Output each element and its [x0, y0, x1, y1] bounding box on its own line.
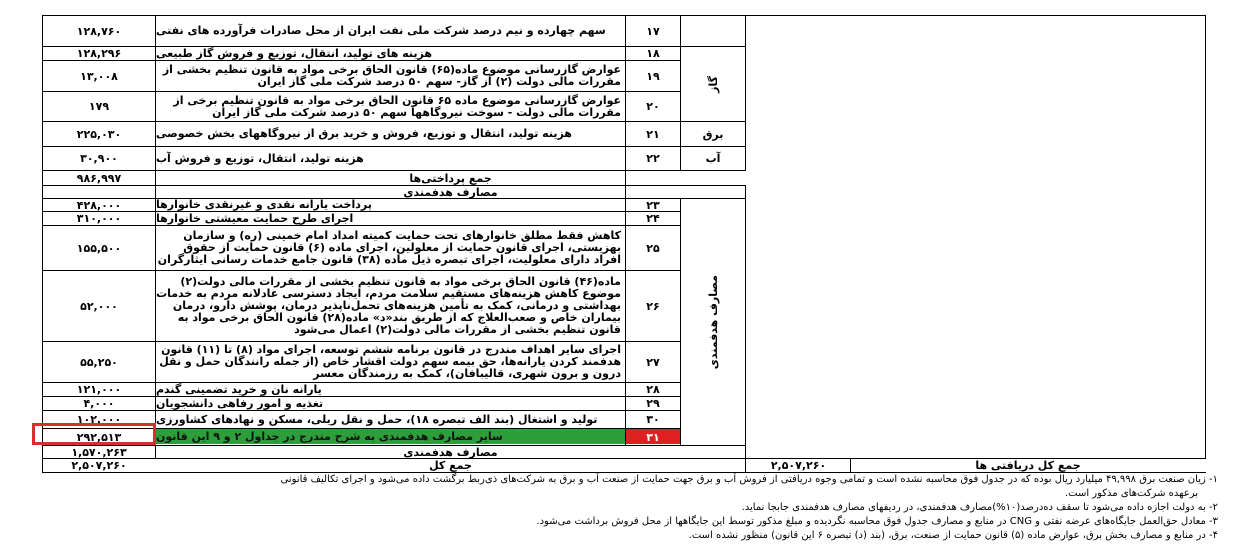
receipts-total-value: ۲,۵۰۷,۲۶۰	[770, 459, 827, 472]
desc-cell: اجرای طرح حمایت معیشتی خانوارها	[156, 212, 354, 225]
desc-cell: یارانه نان و خرید تضمینی گندم	[156, 383, 322, 396]
targeted-total-label: مصارف هدفمندی	[403, 446, 498, 458]
note-3	[58, 516, 1218, 527]
desc-cell-highlighted: سایر مصارف هدفمندی به شرح مندرج در جداول ۲ و ۹ این قانون	[156, 430, 503, 443]
sum-payments-value: ۹۸۶,۹۹۷	[76, 171, 122, 185]
note-text: به دولت اجازه داده می‌شود تا سقف ده‌درصد(۱۰%)مصارف هدفمندی، در ردیفهای مصارف هدفمندی جابجا نماید.	[741, 502, 1206, 513]
receipts-bottom-line	[746, 472, 1206, 473]
desc-cell: هزینه تولید، انتقال، توزیع و فروش آب	[156, 151, 364, 165]
targeted-header: مصارف هدفمندی	[403, 186, 498, 198]
row-number: ۲۴	[646, 212, 660, 225]
amount-cell: ۴,۰۰۰	[83, 397, 115, 410]
amount-cell: ۱۵۵,۵۰۰	[76, 241, 122, 255]
group-label-gas	[681, 47, 745, 121]
desc-cell: عوارض گازرسانی موضوع ماده ۶۵ قانون الحاق برخی مواد به قانون تنظیم برخی از مقررات مالی دولت - سوخت نیروگاهها سهم ۵۰ درصد شرکت ملی گاز ایران	[173, 93, 621, 119]
row-number: ۲۱	[646, 127, 660, 141]
note-number: ۲-	[1209, 502, 1218, 513]
row-number: ۲۶	[646, 299, 660, 313]
row-number-highlighted: ۳۱	[646, 430, 660, 444]
amount-cell: ۳۱۰,۰۰۰	[76, 212, 122, 225]
grand-total-value: ۲,۵۰۷,۲۶۰	[71, 459, 127, 472]
row-number: ۲۵	[646, 241, 660, 255]
amount-cell: ۱۳,۰۰۸	[80, 69, 118, 83]
targeted-total-value: ۱,۵۷۰,۲۶۳	[71, 446, 127, 458]
amount-cell: ۱۲۱,۰۰۰	[76, 383, 122, 396]
amount-cell-highlighted: ۲۹۲,۵۱۳	[76, 430, 122, 444]
amount-cell: ۵۵,۲۵۰	[80, 355, 118, 369]
note-number: ۴-	[1209, 530, 1218, 541]
table-right-border	[1205, 15, 1206, 458]
receipts-total-label: جمع کل دریافتی ها	[975, 459, 1081, 472]
desc-cell: اجرای سایر اهداف مندرج در قانون برنامه ششم توسعه، اجرای مواد (۸) تا (۱۱) قانون هدفمند کردن یارانه‌ها، حق بیمه سهم دولت اقشار خاص (از جمله رانندگان حمل و نقل درون و برون شهری، قالیبافان)، کمک به رزمندگان معسر	[159, 343, 621, 380]
desc-cell: تولید و اشتغال (بند الف تبصره ۱۸)، حمل و نقل ریلی، مسکن و نهادهای کشاورزی	[156, 412, 598, 426]
amount-cell: ۵۲,۰۰۰	[80, 299, 118, 313]
row-number: ۲۸	[646, 383, 660, 396]
amount-cell: ۱۰۲,۰۰۰	[76, 413, 122, 426]
note-text: معادل حق‌العمل جایگاه‌های عرضه نفتی و CNG در منابع و مصارف جدول فوق محاسبه نگردیده و مبلغ مذکور توسط این جایگاهها از محل فروش برداشت می‌شود.	[536, 516, 1206, 527]
note-4	[58, 530, 1218, 541]
row-number: ۲۷	[646, 355, 660, 369]
desc-cell: عوارض گازرسانی موضوع ماده(۶۵) قانون الحاق برخی مواد به قانون تنظیم بخشی از مقررات مالی دولت (۲) از گاز- سهم ۵۰ درصد شرکت ملی گاز ایران	[162, 63, 621, 88]
desc-cell: هزینه های تولید، انتقال، توزیع و فروش گاز طبیعی	[156, 47, 433, 60]
note-2	[58, 502, 1218, 513]
row-number: ۱۷	[646, 24, 660, 38]
amount-cell: ۱۲۸,۲۹۶	[76, 47, 122, 60]
desc-cell: تغذیه و امور رفاهی دانشجویان	[156, 397, 324, 410]
amount-cell: ۱۷۹	[88, 100, 110, 113]
group-targeted-text: مصارف هدفمندی	[706, 274, 720, 370]
row-number: ۲۳	[646, 199, 660, 211]
row-number: ۱۹	[646, 69, 660, 83]
amount-cell: ۴۲۸,۰۰۰	[76, 199, 122, 211]
desc-cell: هزینه تولید، انتقال و توزیع، فروش و خرید برق از نیروگاههای بخش خصوصی	[156, 127, 572, 140]
note-number: ۱-	[1209, 474, 1218, 485]
row-number: ۲۲	[646, 152, 660, 165]
row-number: ۱۸	[646, 47, 660, 60]
desc-cell: ماده(۴۶) قانون الحاق برخی مواد به قانون تنظیم بخشی از مقررات مالی دولت(۲) موضوع کاهش هزینه‌های مستقیم سلامت مردم، ایجاد دسترسی عادلانه مردم به خدمات بهداشتی و درمانی، کمک به تأمین هزینه‌های تحمل‌ناپذیر درمان، پوشش دارو، درمان بیماران خاص و صعب‌العلاج که از طریق بند«د» ماده(۲۸) قانون الحاق برخی مواد به قانون تنظیم بخشی از مقررات مالی دولت(۲) اعمال می‌شود	[156, 275, 621, 336]
desc-cell: سهم چهارده و نیم درصد شرکت ملی نفت ایران از محل صادرات فرآورده های نفتی	[156, 24, 606, 37]
amount-cell: ۱۲۸,۷۶۰	[76, 24, 122, 38]
annotation-box	[32, 423, 156, 445]
note-1	[58, 474, 1218, 485]
sum-payments-label: جمع پرداختی‌ها	[409, 171, 492, 185]
row-number: ۲۰	[646, 100, 660, 113]
grand-total-label: جمع کل	[429, 459, 472, 472]
group-gas-text: گاز	[706, 75, 720, 93]
note-text: زیان صنعت برق ۴۹,۹۹۸ میلیارد ریال بوده که در جدول فوق محاسبه نشده است و تمامی وجوه دریافتی از فروش آب و برق جهت حمایت از صنعت آب و برق به شرکت‌های ذی‌ربط برگشت داده می‌شود و اجرای تکالیف قانونی	[280, 474, 1206, 485]
note-text: برعهده شرکت‌های مذکور است.	[1064, 488, 1198, 499]
group-label-targeted	[681, 199, 745, 445]
desc-cell: پرداخت یارانه نقدی و غیرنقدی خانوارها	[156, 199, 372, 211]
row-line	[42, 472, 746, 473]
group-label-water: آب	[705, 152, 721, 165]
row-number: ۳۰	[646, 413, 660, 426]
amount-cell: ۳۰,۹۰۰	[80, 152, 118, 165]
group-label-electricity: برق	[702, 127, 724, 141]
group-col-divider-lower	[745, 186, 746, 472]
note-1-cont	[58, 488, 1198, 499]
note-text: در منابع و مصارف بخش برق، عوارض ماده (۵) قانون حمایت از صنعت، برق، (بند (د) تبصره ۶ این قانون) منظور نشده است.	[688, 530, 1206, 541]
amount-cell: ۲۲۵,۰۳۰	[76, 127, 122, 141]
note-number: ۳-	[1209, 516, 1218, 527]
desc-cell: کاهش فقط مطلق خانوارهای تحت حمایت کمیته امداد امام خمینی (ره) و سازمان بهزیستی، اجرای قانون حمایت از معلولین، اجرای ماده (۶) قانون حمایت از حقوق افراد دارای معلولیت، اجرای تبصره ذیل ماده (۳۸) قانون جامع خدمات رسانی ایثارگران	[157, 229, 621, 266]
row-number: ۲۹	[646, 397, 660, 410]
